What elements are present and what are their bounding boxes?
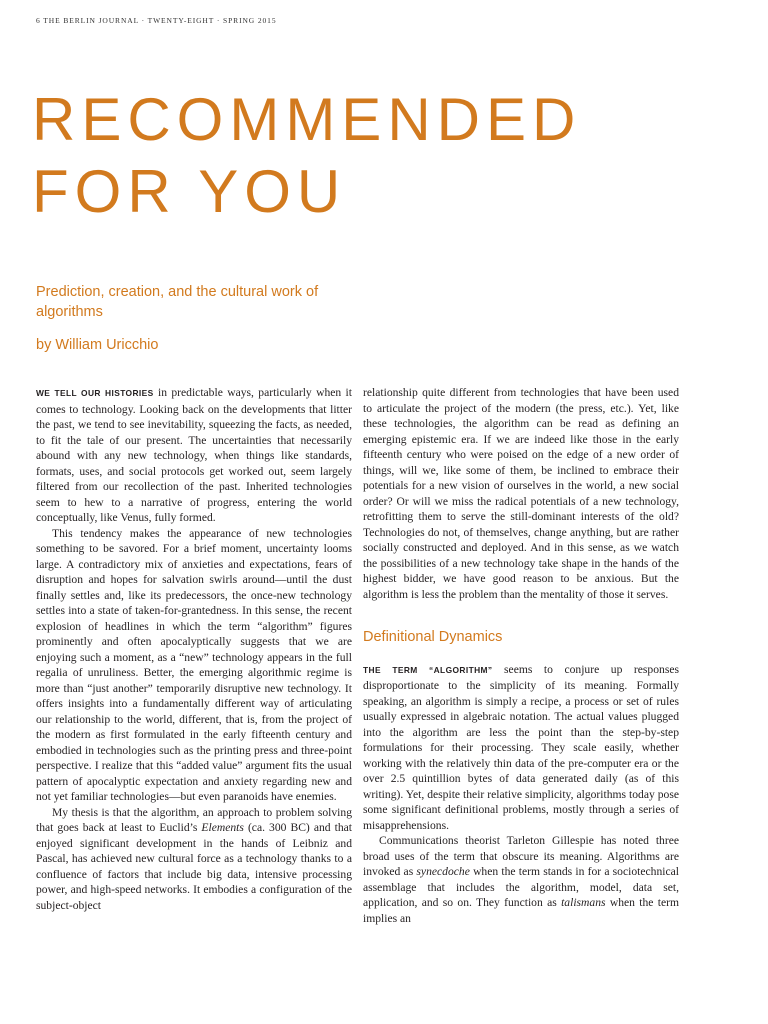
paragraph-text: Communications theorist Tarleton Gillespie has noted three broad uses of the term that obscure its meaning. Algorithms are invoked as [363, 834, 679, 878]
emphasis: talismans [561, 896, 606, 909]
emphasis: Elements [201, 821, 244, 834]
emphasis: synecdoche [416, 865, 470, 878]
paragraph-text: when the term stands in for a sociotechnical assemblage that includes the algorithm, model, data set, application, and so on. They function as [363, 865, 679, 909]
section-heading: Definitional Dynamics [363, 629, 503, 645]
paragraph-text: (ca. 300 BC) and that enjoyed significant development in the hands of Leibniz and Pascal, has achieved new cultural force as a technology thanks to a confluence of factors that include big data, intensive processing power, and high-speed networks. It embodies a configuration of the subject-object [36, 821, 352, 912]
byline: by William Uricchio [36, 337, 159, 353]
right-column [363, 385, 679, 926]
article-title [32, 84, 581, 228]
paragraph: This tendency makes the appearance of new technologies something to be savored. For a brief moment, uncertainty looms large. A contradictory mix of anxieties and expectations, fears of disruption and hopes for salvation swirls around—until the dust finally settles and, like its predecessors, the once-new technology settles into a state of taken-for-grantedness. In this sense, the recent explosion of headlines in which the term “algorithm” figures prominently and often apocalyptically suggests that we are enjoying such a moment, as a “new” technology appears in the full regalia of unruliness. Better, the emerging algorithmic regime is more than “just another” temporarily disruptive new technology. It offers insights into a fundamentally different way of articulating our relationship to the world, different, that is, from the project of the modern as first formulated in the early fifteenth century and embodied in technologies such as the printing press and three-point perspective. I realize that this “added value” argument fits the usual pattern of apocalyptic expectation and anxiety regarding new and not yet familiar technologies—but even paranoids have enemies. [36, 526, 352, 803]
title-line-2: FOR YOU [32, 158, 347, 225]
paragraph [36, 805, 352, 914]
lead-in: THE TERM “ALGORITHM” [363, 664, 493, 675]
article-subtitle: Prediction, creation, and the cultural work of algorithms [36, 284, 319, 320]
lead-in: WE TELL OUR HISTORIES [36, 388, 154, 398]
paragraph-text: My thesis is that the algorithm, an approach to problem solving that goes back at least to Euclid’s [36, 805, 352, 834]
paragraph-text: seems to conjure up responses disproportionate to the simplicity of its meaning. Formally speaking, an algorithm is simply a recipe, a process or set of rules usually expressed in algebraic notation. The actual values plugged into the algorithm are less the point than the step-by-step formulations for their processing. They scale easily, whether working with the relatively thin data of the pre-computer era or the over 2.5 quintillion bytes of data generated daily (as of this writing). Yet, despite their relative simplicity, algorithms today pose some significant definitional problems, mostly through a series of misapprehensions. [363, 662, 679, 832]
paragraph: relationship quite different from technologies that have been used to articulate the project of the modern (the press, etc.). Yet, like these technologies, the algorithm can be read as defining an emerging epistemic era. If we are indeed like those in the early fifteenth century who were poised on the edge of a new order of things, will we, like some of them, be inclined to embrace their potentials for a new vision of ourselves in the world, a new social order? Or will we miss the radical potentials of a new technology, retrofitting them to serve the still-dominant interests of the old? Technologies do not, of themselves, change anything, but are rather socially constructed and deployed. And in this sense, as we watch the possibilities of a new technology take shape in the hands of the highest bidder, we have good reason to be anxious. But the algorithm is less the problem than the mentality of those it serves. [363, 386, 679, 601]
paragraph-text: when the term implies an [363, 896, 680, 925]
paragraph [36, 385, 352, 526]
paragraph [363, 662, 679, 834]
running-head: 6 THE BERLIN JOURNAL · TWENTY-EIGHT · SPRING 2015 [36, 16, 277, 25]
left-column [36, 385, 352, 913]
paragraph-text: in predictable ways, particularly when it comes to technology. Looking back on the developments that litter the past, we tend to see inevitability, squeezing the facts, as needed, to fit the tale of our present. The uncertainties that necessarily abound with any new technology, when things like standards, formats, uses, and social protocols get worked out, seem largely filtered from our recollection of the past. Inherited technologies seem to hew to a narrative of progress, entering the world conceptually, like Venus, fully formed. [36, 386, 352, 524]
title-line-1: RECOMMENDED [32, 86, 582, 153]
paragraph [363, 833, 679, 926]
